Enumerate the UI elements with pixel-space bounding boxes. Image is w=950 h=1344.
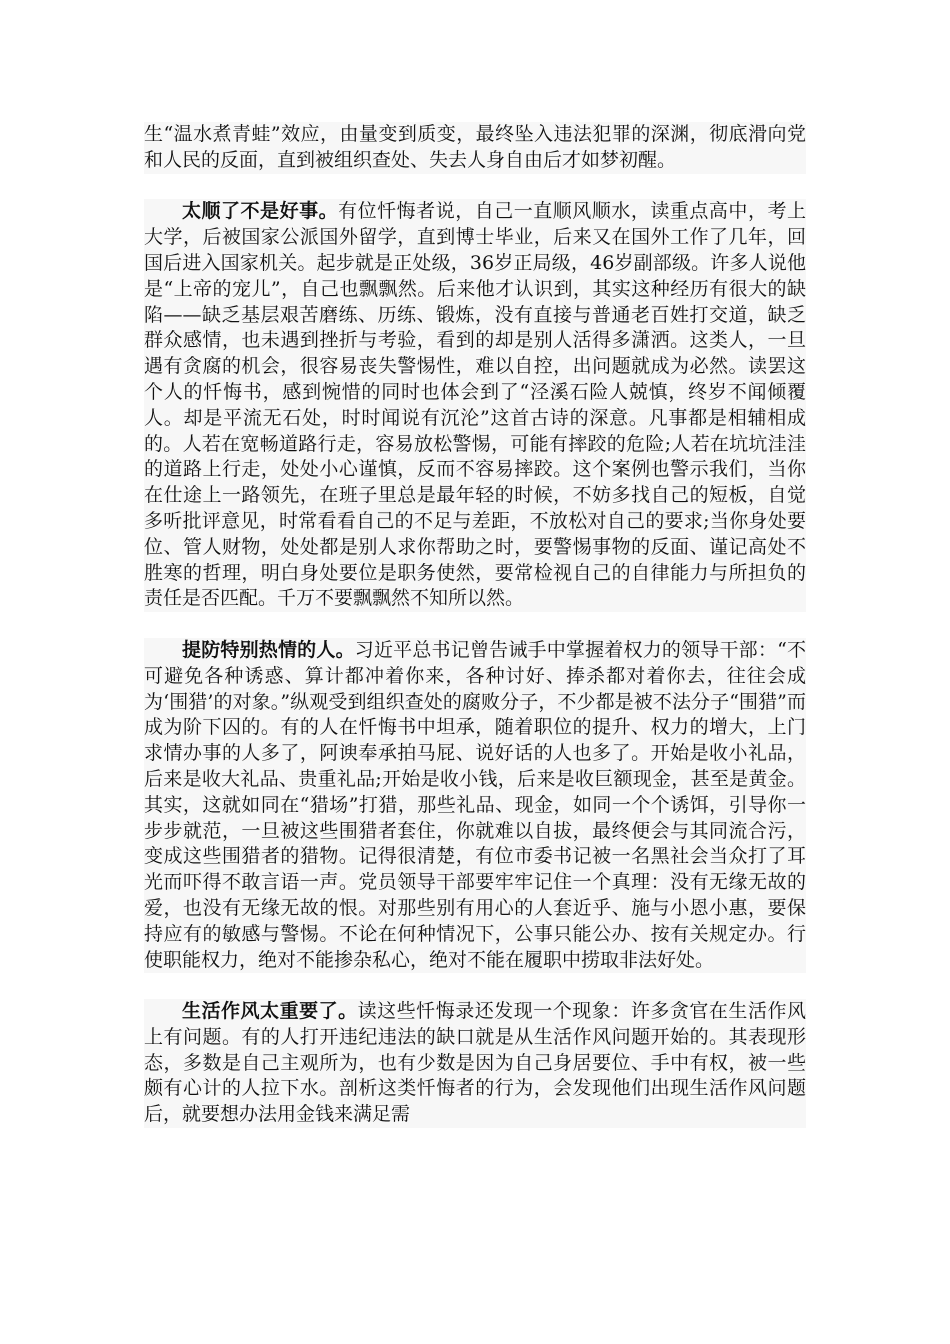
paragraph-text: 生“温水煮青蛙”效应，由量变到质变，最终坠入违法犯罪的深渊，彻底滑向党和人民的反面，直到被组织查处、失去人身自由后才如梦初醒。 <box>144 123 806 171</box>
paragraph-heading: 生活作风太重要了。 <box>182 1000 358 1023</box>
paragraph-too-smooth <box>144 199 806 612</box>
document-page <box>144 122 806 1154</box>
paragraph-beware-enthusiasm <box>144 638 806 973</box>
paragraph-text: 读这些忏悔录还发现一个现象：许多贪官在生活作风上有问题。有的人打开违纪违法的缺口就是从生活作风问题开始的。其表现形态，多数是自己主观所为，也有少数是因为自己身居要位、手中有权，被一些颇有心计的人拉下水。剖析这类忏悔者的行为，会发现他们出现生活作风问题后，就要想办法用金钱来满足需 <box>144 1000 806 1126</box>
paragraph-lifestyle <box>144 999 806 1128</box>
paragraph-continued <box>144 122 806 174</box>
paragraph-text: 习近平总书记曾告诫手中掌握着权力的领导干部：“不可避免各种诱惑、算计都冲着你来，各种讨好、捧杀都对着你去，往往会成为‘围猎’的对象。”纵观受到组织查处的腐败分子，不少都是被不法分子“围猎”而成为阶下囚的。有的人在忏悔书中坦承，随着职位的提升、权力的增大，上门求情办事的人多了，阿谀奉承拍马屁、说好话的人也多了。开始是收小礼品，后来是收大礼品、贵重礼品;开始是收小钱，后来是收巨额现金，甚至是黄金。其实，这就如同在“猎场”打猎，那些礼品、现金，如同一个个诱饵，引导你一步步就范，一旦被这些围猎者套住，你就难以自拔，最终便会与其同流合污，变成这些围猎者的猎物。记得很清楚，有位市委书记被一名黑社会当众打了耳光而吓得不敢言语一声。党员领导干部要牢牢记住一个真理：没有无缘无故的爱，也没有无缘无故的恨。对那些别有用心的人套近乎、施与小恩小惠，要保持应有的敏感与警惕。不论在何种情况下，公事只能公办、按有关规定办。行使职能权力，绝对不能掺杂私心，绝对不能在履职中捞取非法好处。 <box>144 638 806 971</box>
paragraph-heading: 提防特别热情的人。 <box>182 638 355 661</box>
paragraph-heading: 太顺了不是好事。 <box>182 200 339 223</box>
paragraph-text: 有位忏悔者说，自己一直顺风顺水，读重点高中，考上大学，后被国家公派国外留学，直到博士毕业，后来又在国外工作了几年，回国后进入国家机关。起步就是正处级，36岁正局级，46岁副部级。许多人说他是“上帝的宠儿”，自己也飘飘然。后来他才认识到，其实这种经历有很大的缺陷——缺乏基层艰苦磨练、历练、锻炼，没有直接与普通老百姓打交道，缺乏群众感情，也未遇到挫折与考验，看到的却是别人活得多潇洒。这类人，一旦遇有贪腐的机会，很容易丧失警惕性，难以自控，出问题就成为必然。读罢这个人的忏悔书，感到惋惜的同时也体会到了“泾溪石险人兢慎，终岁不闻倾覆人。却是平流无石处，时时闻说有沉沦”这首古诗的深意。凡事都是相辅相成的。人若在宽畅道路行走，容易放松警惕，可能有摔跤的危险;人若在坑坑洼洼的道路上行走，处处小心谨慎，反而不容易摔跤。这个案例也警示我们，当你在仕途上一路领先，在班子里总是最年轻的时候，不妨多找自己的短板，自觉多听批评意见，时常看看自己的不足与差距，不放松对自己的要求;当你身处要位、管人财物，处处都是别人求你帮助之时，要警惕事物的反面、谨记高处不胜寒的哲理，明白身处要位是职务使然，要常检视自己的自律能力与所担负的责任是否匹配。千万不要飘飘然不知所以然。 <box>144 200 806 610</box>
